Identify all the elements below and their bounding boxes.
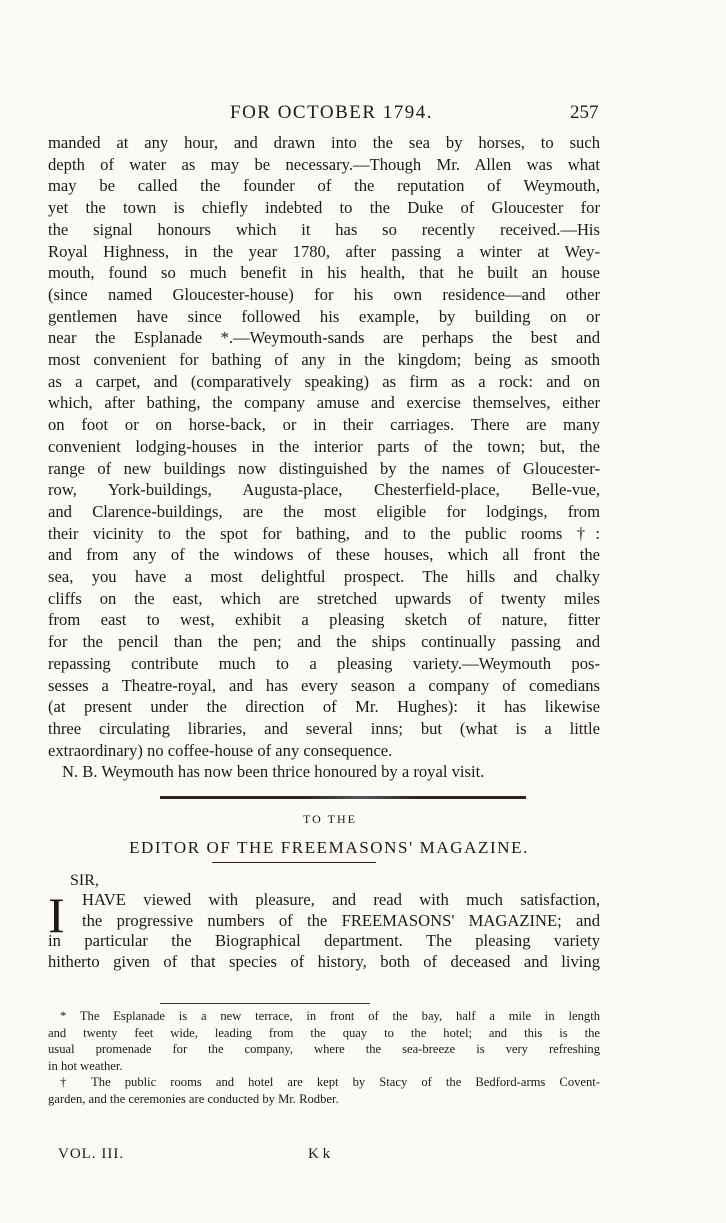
- drop-cap: I: [48, 887, 65, 943]
- article-line: most convenient for bathing of any in the kingdom; being as smooth: [48, 350, 600, 370]
- running-head: [0, 102, 726, 132]
- article-line: from east to west, exhibit a pleasing sketch of nature, fitter: [48, 610, 600, 630]
- article-line: sea, you have a most delightful prospect. The hills and chalky: [48, 567, 600, 587]
- article-line: and from any of the windows of these houses, which all front the: [48, 545, 600, 565]
- article-line: mouth, found so much benefit in his health, that he built an house: [48, 263, 600, 283]
- addressee-rule: [212, 862, 376, 863]
- footnote-line: and twenty feet wide, leading from the quay to the hotel; and this is the: [48, 1025, 600, 1040]
- letter-line: in particular the Biographical department. The pleasing variety: [48, 931, 600, 950]
- signature-line: [48, 1146, 600, 1166]
- volume-label: VOL. III.: [58, 1146, 125, 1162]
- article-line: for the pencil than the pen; and the ships continually passing and: [48, 632, 600, 652]
- article-line: and Clarence-buildings, are the most eligible for lodgings, from: [48, 501, 600, 521]
- running-title: FOR OCTOBER 1794.: [230, 102, 434, 123]
- article-line: Royal Highness, in the year 1780, after passing a winter at Wey-: [48, 241, 600, 261]
- article-line: which, after bathing, the company amuse and exercise themselves, either: [48, 393, 600, 413]
- article-line: may be called the founder of the reputation of Weymouth,: [48, 176, 600, 196]
- article-line: row, York-buildings, Augusta-place, Chesterfield-place, Belle-vue,: [48, 480, 600, 500]
- footnote-rule: [160, 1003, 370, 1004]
- letter-line: HAVE viewed with pleasure, and read with much satisfaction,: [82, 890, 600, 909]
- article-line: the signal honours which it has so recently received.—His: [48, 219, 600, 239]
- article-line: convenient lodging-houses in the interior parts of the town; but, the: [48, 436, 600, 456]
- article-line: cliffs on the east, which are stretched upwards of twenty miles: [48, 588, 600, 608]
- article-line: (since named Gloucester-house) for his own residence—and other: [48, 284, 600, 304]
- footnote-line: usual promenade for the company, where the sea-breeze is very refreshing: [48, 1042, 600, 1057]
- article-line: depth of water as may be necessary.—Though Mr. Allen was what: [48, 154, 600, 174]
- footnote-line: † The public rooms and hotel are kept by Stacy of the Bedford-arms Covent-: [60, 1075, 600, 1090]
- footnote-line: garden, and the ceremonies are conducted by Mr. Rodber.: [48, 1091, 339, 1106]
- article-line: repassing contribute much to a pleasing variety.—Weymouth pos-: [48, 653, 600, 673]
- article-line: extraordinary) no coffee-house of any consequence.: [48, 740, 393, 760]
- letter-to-the: TO THE: [303, 812, 357, 826]
- article-line: as a carpet, and (comparatively speaking) as firm as a rock: and on: [48, 371, 600, 391]
- ornamental-rule: [160, 796, 526, 799]
- article-line: their vicinity to the spot for bathing, and to the public rooms †:: [48, 523, 600, 543]
- article-line: sesses a Theatre-royal, and has every season a company of comedians: [48, 675, 600, 695]
- article-line: yet the town is chiefly indebted to the Duke of Gloucester for: [48, 198, 600, 218]
- letter-addressee: EDITOR OF THE FREEMASONS' MAGAZINE.: [129, 838, 529, 857]
- article-line: manded at any hour, and drawn into the sea by horses, to such: [48, 133, 600, 152]
- article-line: three circulating libraries, and several inns; but (what is a little: [48, 718, 600, 738]
- page-number: 257: [570, 102, 599, 123]
- letter-line: hitherto given of that species of history, both of deceased and living: [48, 951, 600, 971]
- letter-line: the progressive numbers of the FREEMASONS' MAGAZINE; and: [82, 910, 600, 930]
- letter-body: [48, 887, 600, 972]
- footnote-line: in hot weather.: [48, 1058, 123, 1073]
- article-line: near the Esplanade *.—Weymouth-sands are perhaps the best and: [48, 328, 600, 348]
- article-line: gentlemen have since followed his example, by building on or: [48, 306, 600, 326]
- letter-salutation: SIR,: [70, 872, 99, 889]
- article-line: range of new buildings now distinguished by the names of Gloucester-: [48, 458, 600, 478]
- signature-mark: K k: [308, 1146, 331, 1162]
- article-body: [48, 132, 600, 783]
- article-line: on foot or on horse-back, or in their carriages. There are many: [48, 415, 600, 435]
- article-note: N. B. Weymouth has now been thrice honoured by a royal visit.: [62, 762, 485, 782]
- article-line: (at present under the direction of Mr. Hughes): it has likewise: [48, 697, 600, 717]
- footnote-line: * The Esplanade is a new terrace, in front of the bay, half a mile in length: [60, 1009, 600, 1023]
- footnotes: [48, 1008, 600, 1108]
